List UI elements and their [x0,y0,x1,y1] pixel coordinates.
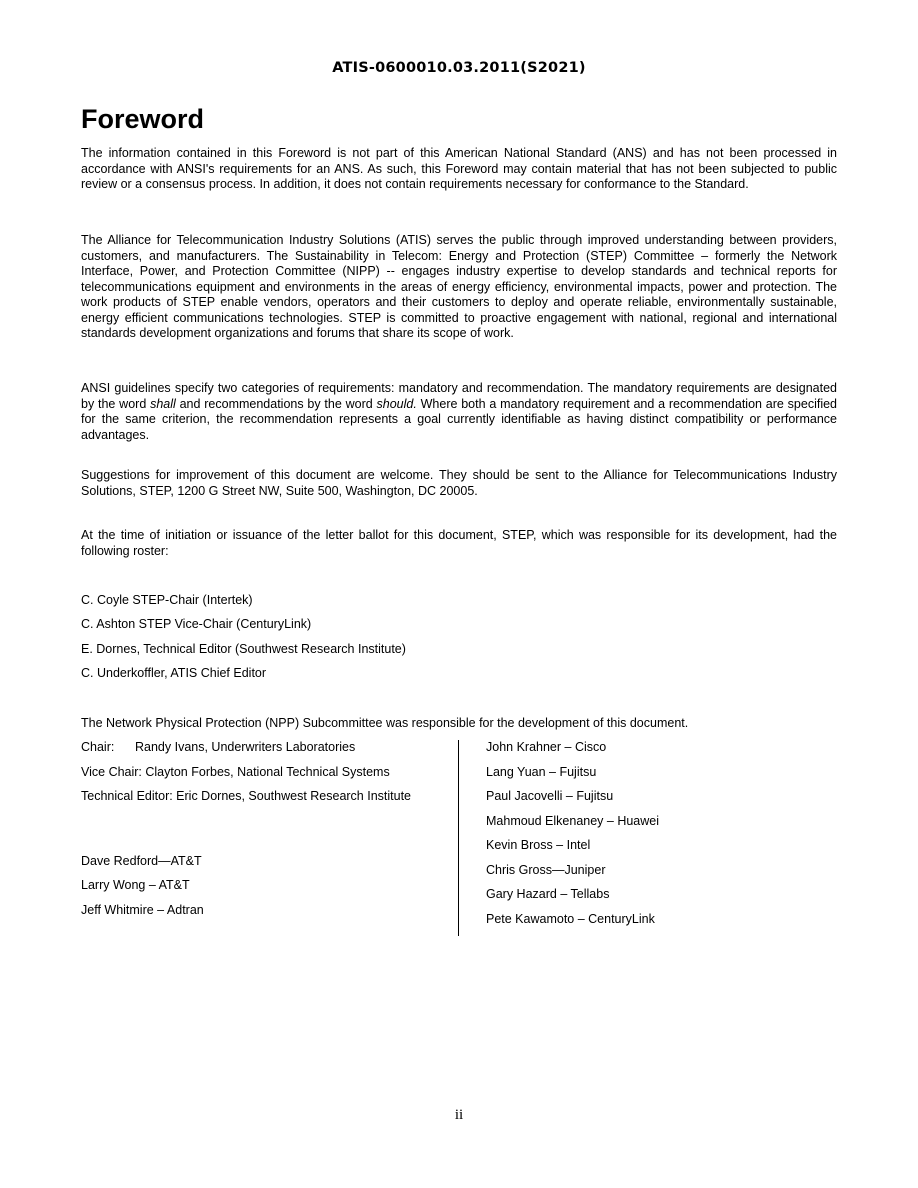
paragraph-disclaimer: The information contained in this Foreword is not part of this American National Standard (ANS) and has not been processed in accordance with ANSI's requirements for an ANS. As such, this Foreword may contain material that has not been subjected to public review or a consensus process. In addition, it does not contain requirements necessary for conformance to the Standard. [81,146,837,191]
text-run: Where both a mandatory requirement and a recommendation are specified for the same criterion, the recommendation represents a goal currently identifiable as having distinct compatibility or performance advantages. [81,396,837,442]
paragraph-ansi-guidelines [81,381,837,443]
page-number: ii [454,1107,464,1123]
keyword-should: should. [376,396,417,411]
paragraph-suggestions: Suggestions for improvement of this document are welcome. They should be sent to the Alliance for Telecommunications Industry Solutions, STEP, 1200 G Street NW, Suite 500, Washington, DC 20005. [81,468,837,498]
npp-member: Gary Hazard – Tellabs [486,887,610,901]
npp-member: Pete Kawamoto – CenturyLink [486,912,655,926]
npp-intro: The Network Physical Protection (NPP) Subcommittee was responsible for the development of this document. [81,716,689,730]
text-run: and recommendations by the word [175,396,377,411]
npp-member: Jeff Whitmire – Adtran [81,903,204,917]
npp-member: Dave Redford—AT&T [81,854,202,868]
page-title: Foreword [81,104,205,134]
npp-technical-editor: Technical Editor: Eric Dornes, Southwest Research Institute [81,789,412,803]
chair-label: Chair: [81,740,115,754]
document-id-header: ATIS-0600010.03.2011(S2021) [332,60,586,76]
npp-member: John Krahner – Cisco [486,740,607,754]
npp-vice-chair: Vice Chair: Clayton Forbes, National Technical Systems [81,765,390,779]
paragraph-roster-intro: At the time of initiation or issuance of the letter ballot for this document, STEP, which was responsible for its development, had the following roster: [81,528,837,558]
paragraph-atis-step: The Alliance for Telecommunication Industry Solutions (ATIS) serves the public through improved understanding between providers, customers, and manufacturers. The Sustainability in Telecom: Energy and Protection (STEP) Committee – formerly the Network Interface, Power, and Protection Committee (NIPP) -- engages industry expertise to develop standards and technical reports for telecommunications equipment and environments in the areas of energy efficiency, environmental impacts, power and protection. The work products of STEP enable vendors, operators and their customers to deploy and operate reliable, environmentally sustainable, energy efficient communications technologies. STEP is committed to proactive engagement with national, regional and international standards development organizations and forums that share its scope of work. [81,233,837,340]
keyword-shall: shall [150,396,176,411]
roster-item: C. Ashton STEP Vice-Chair (CenturyLink) [81,617,312,631]
roster-item: C. Coyle STEP-Chair (Intertek) [81,593,253,607]
roster-item: C. Underkoffler, ATIS Chief Editor [81,666,267,680]
npp-member: Mahmoud Elkenaney – Huawei [486,814,660,828]
npp-member: Kevin Bross – Intel [486,838,591,852]
npp-member: Paul Jacovelli – Fujitsu [486,789,614,803]
npp-member: Larry Wong – AT&T [81,878,190,892]
roster-item: E. Dornes, Technical Editor (Southwest Research Institute) [81,642,406,656]
column-divider [458,740,459,936]
chair-name: Randy Ivans, Underwriters Laboratories [135,740,356,754]
npp-member: Lang Yuan – Fujitsu [486,765,597,779]
npp-member: Chris Gross—Juniper [486,863,606,877]
npp-chair [81,740,433,756]
text-run: ANSI guidelines specify two categories of requirements: mandatory and recommendation. The mandatory requirements are designated by the word [81,381,837,411]
